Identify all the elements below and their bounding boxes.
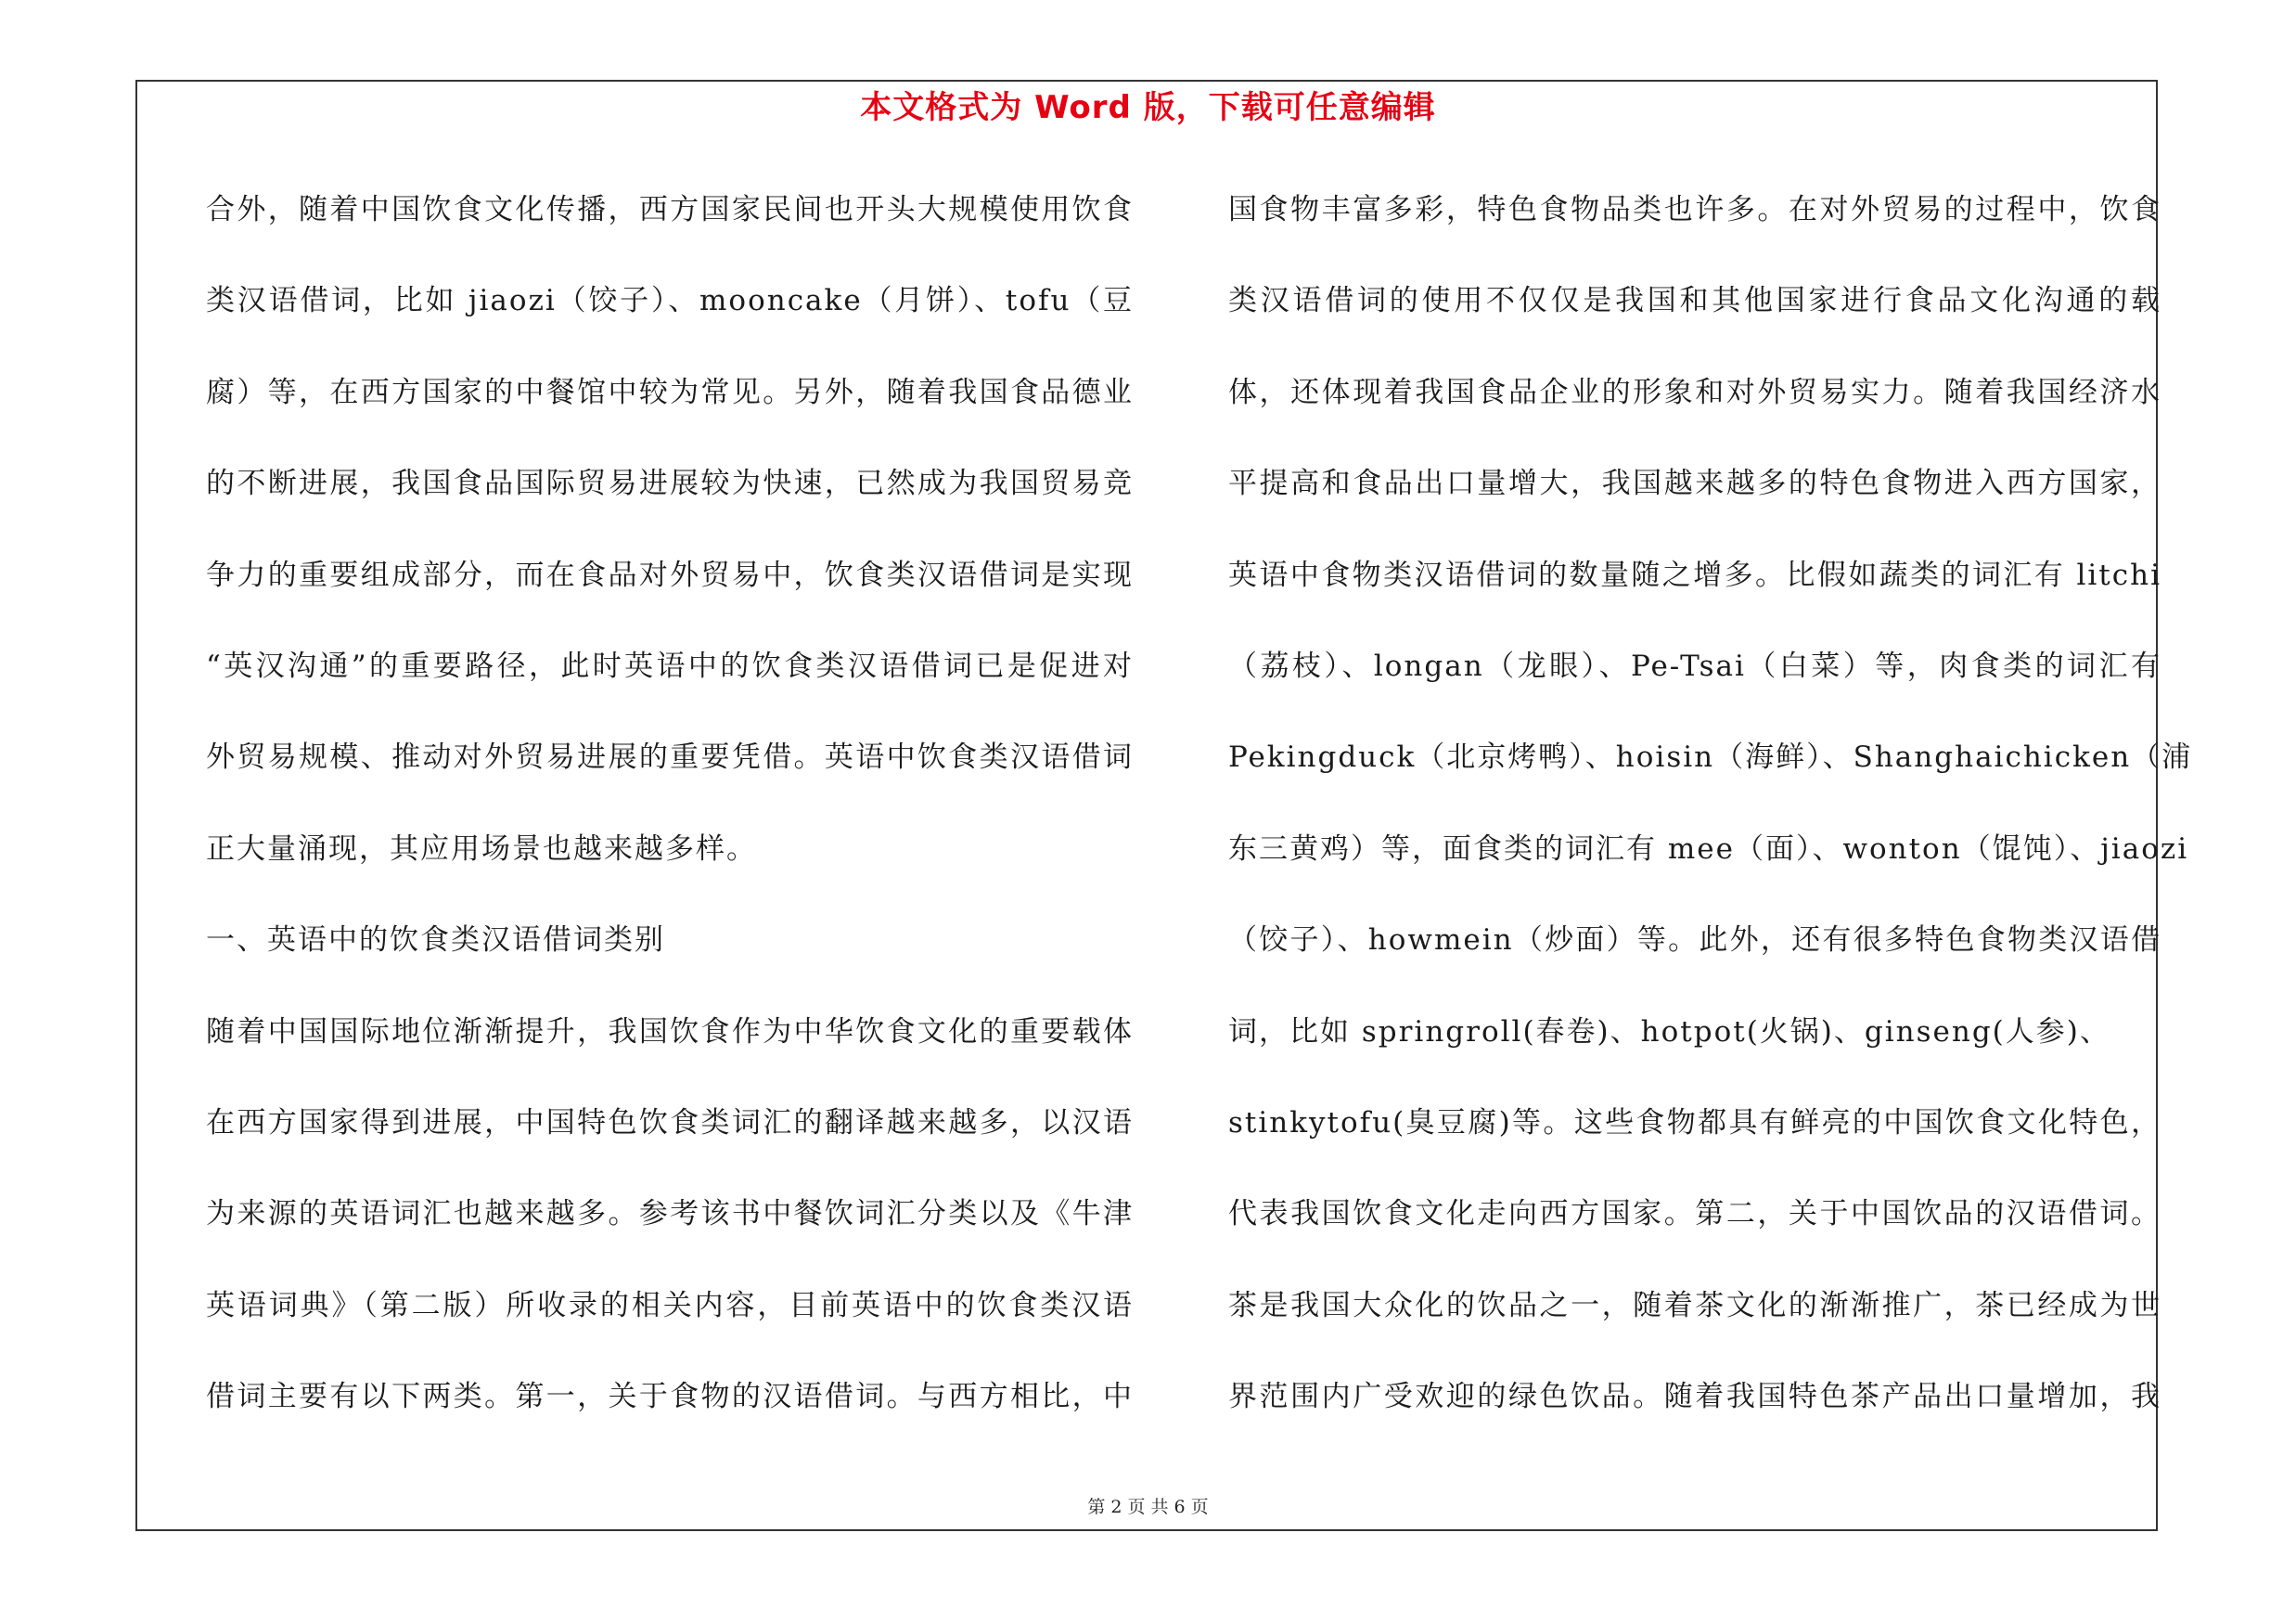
text-line: 借词主要有以下两类。第一，关于食物的汉语借词。与西方相比，中 xyxy=(206,1380,1134,1414)
text-line: 词，比如 springroll(春卷)、hotpot(火锅)、ginseng(人参)、 xyxy=(1228,1014,2110,1049)
right-text-column xyxy=(1228,182,2193,1460)
text-line: 界范围内广受欢迎的绿色饮品。随着我国特色茶产品出口量增加，我 xyxy=(1228,1380,2161,1414)
text-line: 英语中食物类汉语借词的数量随之增多。比假如蔬类的词汇有 litchi xyxy=(1228,558,2161,592)
text-line: stinkytofu(臭豆腐)等。这些食物都具有鲜亮的中国饮食文化特色， xyxy=(1228,1105,2161,1140)
format-notice-banner: 本文格式为 Word 版，下载可任意编辑 xyxy=(860,89,1436,126)
left-text-column xyxy=(206,182,1134,1460)
text-line: 平提高和食品出口量增大，我国越来越多的特色食物进入西方国家， xyxy=(1228,467,2161,501)
text-line: 在西方国家得到进展，中国特色饮食类词汇的翻译越来越多，以汉语 xyxy=(206,1105,1134,1140)
text-line: Pekingduck（北京烤鸭）、hoisin（海鲜）、Shanghaichicken（浦 xyxy=(1228,741,2193,775)
text-line: 腐）等，在西方国家的中餐馆中较为常见。另外，随着我国食品德业 xyxy=(206,375,1134,409)
text-line: 外贸易规模、推动对外贸易进展的重要凭借。英语中饮食类汉语借词 xyxy=(206,741,1134,775)
text-line: 一、英语中的饮食类汉语借词类别 xyxy=(206,923,665,958)
text-line: 争力的重要组成部分，而在食品对外贸易中，饮食类汉语借词是实现 xyxy=(206,558,1134,592)
text-line: （荔枝）、longan（龙眼）、Pe-Tsai（白菜）等，肉食类的词汇有 xyxy=(1228,649,2161,683)
page-number-footer: 第 2 页 共 6 页 xyxy=(1087,1497,1209,1517)
text-line: 随着中国国际地位渐渐提升，我国饮食作为中华饮食文化的重要载体 xyxy=(206,1014,1134,1049)
text-line: 茶是我国大众化的饮品之一，随着茶文化的渐渐推广，茶已经成为世 xyxy=(1228,1288,2161,1322)
text-line: “英汉沟通”的重要路径，此时英语中的饮食类汉语借词已是促进对 xyxy=(206,649,1134,683)
text-line: 东三黄鸡）等，面食类的词汇有 mee（面）、wonton（馄饨）、jiaozi xyxy=(1228,831,2189,866)
text-line: 代表我国饮食文化走向西方国家。第二，关于中国饮品的汉语借词。 xyxy=(1228,1197,2161,1231)
text-line: 合外，随着中国饮食文化传播，西方国家民间也开头大规模使用饮食 xyxy=(206,193,1134,226)
text-line: 体，还体现着我国食品企业的形象和对外贸易实力。随着我国经济水 xyxy=(1228,375,2161,409)
text-line: 类汉语借词，比如 jiaozi（饺子）、mooncake（月饼）、tofu（豆 xyxy=(206,284,1134,318)
text-line: 为来源的英语词汇也越来越多。参考该书中餐饮词汇分类以及《牛津 xyxy=(206,1197,1134,1231)
text-line: 类汉语借词的使用不仅仅是我国和其他国家进行食品文化沟通的载 xyxy=(1228,284,2161,318)
text-line: 国食物丰富多彩，特色食物品类也许多。在对外贸易的过程中，饮食 xyxy=(1228,193,2161,226)
text-line: 正大量涌现，其应用场景也越来越多样。 xyxy=(206,831,757,866)
text-line: 的不断进展，我国食品国际贸易进展较为快速，已然成为我国贸易竞 xyxy=(206,467,1134,501)
text-line: （饺子）、howmein（炒面）等。此外，还有很多特色食物类汉语借 xyxy=(1228,923,2161,958)
text-line: 英语词典》（第二版）所收录的相关内容，目前英语中的饮食类汉语 xyxy=(206,1288,1134,1322)
